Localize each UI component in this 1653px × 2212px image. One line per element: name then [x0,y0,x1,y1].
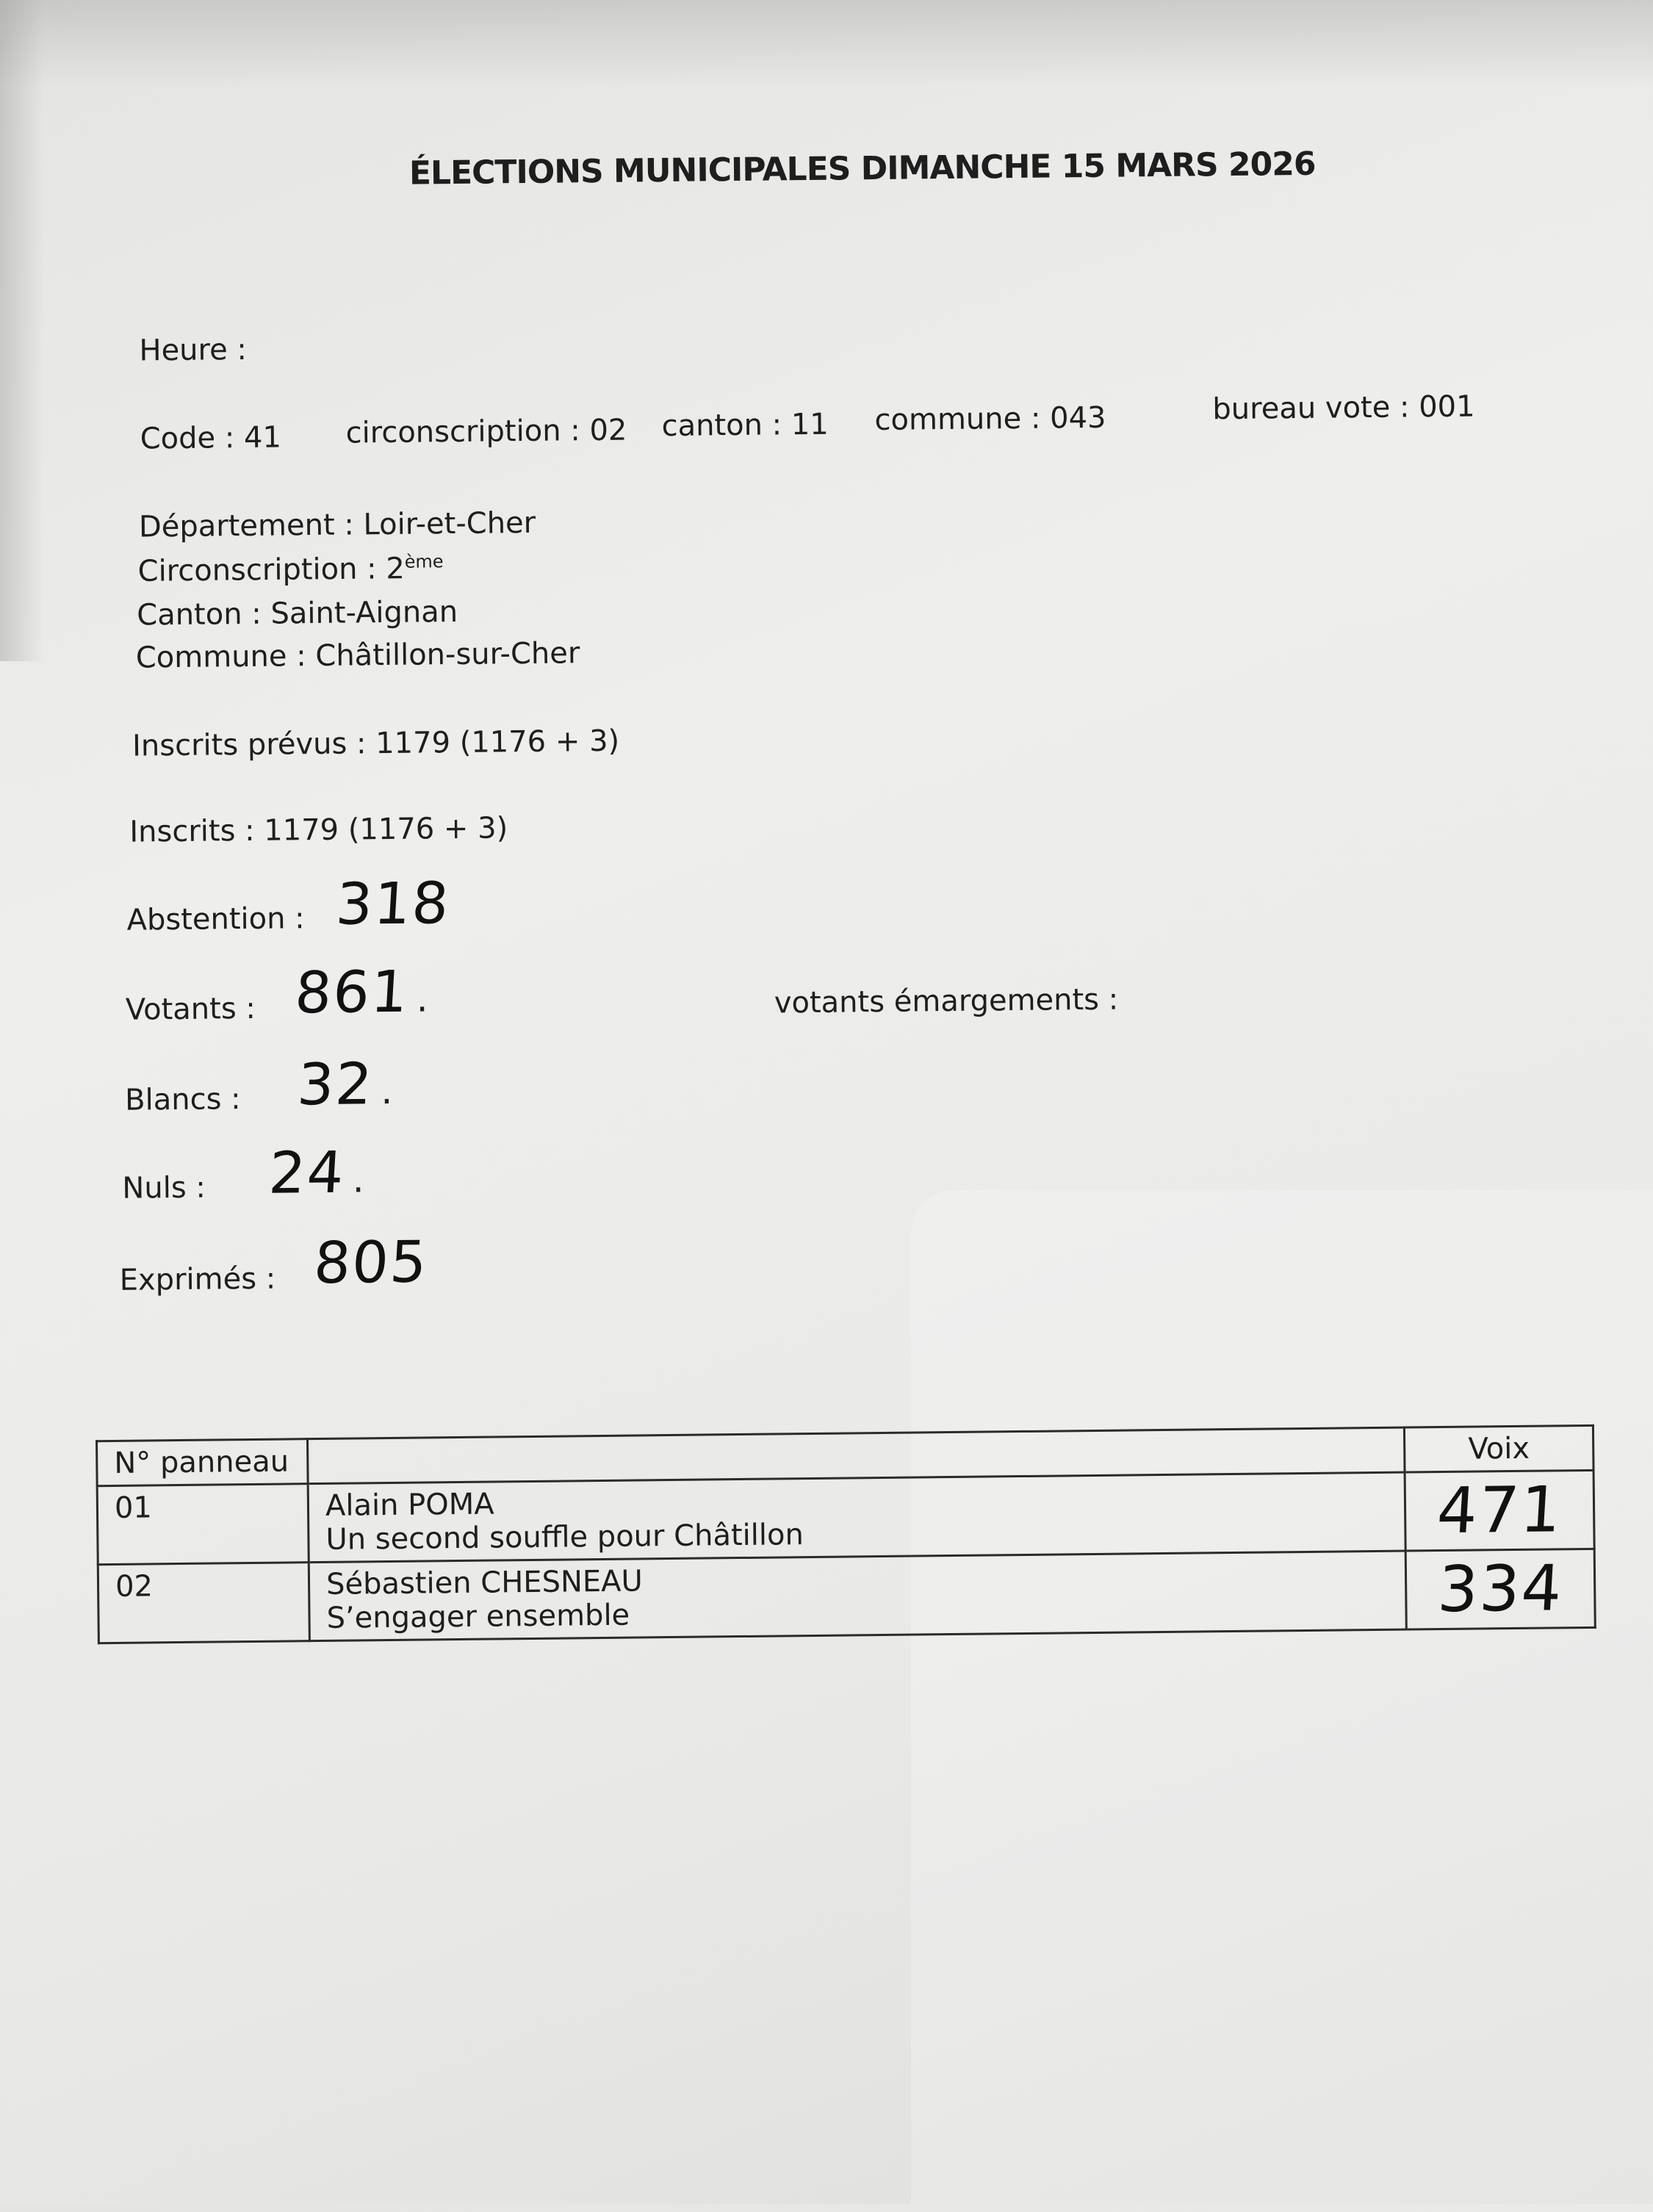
row-panneau: 01 [97,1484,309,1565]
voix-handwritten: 334 [1436,1552,1566,1627]
table-row [98,1549,1595,1643]
nuls-handwritten: 24 [267,1139,347,1207]
circonscription-code-field: circonscription : 02 [345,413,627,450]
exprimes-label: Exprimés : [119,1261,276,1297]
nuls-dot: . [352,1158,364,1201]
header-panneau: N° panneau [97,1439,309,1486]
circonscription-suffix: ème [404,551,444,572]
departement-line: Département : Loir-et-Cher [138,505,536,544]
circonscription-label: Circonscription : 2 [137,552,406,588]
list-name: Un second souffle pour Châtillon [325,1518,804,1557]
canton-line: Canton : Saint-Aignan [137,594,458,633]
blancs-label: Blancs : [124,1082,241,1117]
inscrits-prevus-line: Inscrits prévus : 1179 (1176 + 3) [132,724,620,763]
blancs-dot: . [381,1069,393,1113]
emargements-label: votants émargements : [774,982,1119,1020]
list-name: S’engager ensemble [326,1598,630,1635]
votants-value [292,959,428,1027]
row-panneau: 02 [98,1563,309,1643]
nuls-value [269,1139,364,1206]
candidate-name: Alain POMA [325,1487,494,1523]
inscrits-line: Inscrits : 1179 (1176 + 3) [129,811,508,849]
document-title: ÉLECTIONS MUNICIPALES DIMANCHE 15 MARS 2026 [408,145,1316,192]
code-field: Code : 41 [140,420,282,456]
circonscription-line [137,551,444,588]
results-table [96,1424,1596,1644]
row-voix [1405,1470,1594,1551]
nuls-label: Nuls : [122,1170,206,1206]
votants-label: Votants : [125,991,256,1027]
votants-dot: . [416,977,428,1020]
header-voix: Voix [1404,1425,1593,1472]
abstention-handwritten: 318 [334,871,452,938]
abstention-label: Abstention : [126,901,305,937]
commune-line: Commune : Châtillon-sur-Cher [135,636,580,675]
exprimes-value [311,1229,431,1297]
table-row [97,1470,1594,1564]
row-candidate-cell [308,1472,1405,1563]
exprimes-handwritten: 805 [311,1229,431,1297]
votants-handwritten: 861 [292,959,411,1027]
canton-code-field: canton : 11 [661,407,829,444]
heure-label: Heure : [139,332,248,368]
bureau-vote-field: bureau vote : 001 [1212,389,1475,427]
voix-handwritten: 471 [1435,1473,1565,1549]
abstention-value [336,871,450,938]
candidate-name: Sébastien CHESNEAU [325,1564,644,1602]
blancs-handwritten: 32 [295,1051,375,1119]
row-candidate-cell [309,1551,1406,1641]
blancs-value [297,1051,392,1118]
commune-code-field: commune : 043 [874,400,1106,438]
row-voix [1405,1549,1595,1629]
